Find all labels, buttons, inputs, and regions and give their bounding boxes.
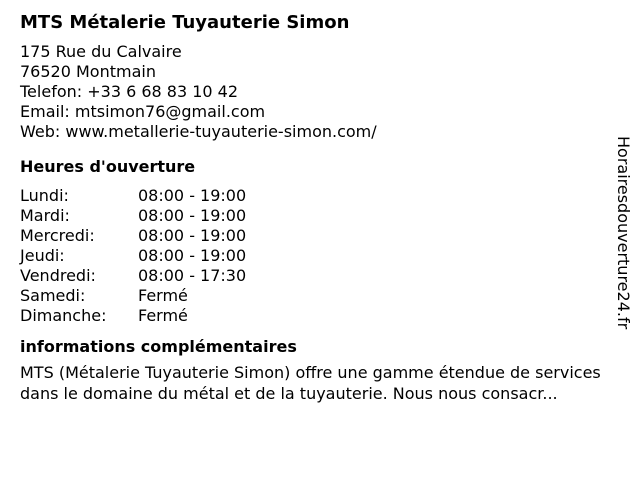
hours-day: Vendredi:: [20, 266, 96, 285]
hours-row-mercredi: [20, 226, 625, 246]
phone-number: Telefon: +33 6 68 83 10 42: [20, 82, 239, 101]
hours-time: 08:00 - 17:30: [138, 266, 247, 285]
website-url: Web: www.metallerie-tuyauterie-simon.com/: [20, 122, 377, 141]
hours-heading: Heures d'ouverture: [20, 157, 196, 176]
hours-row-vendredi: [20, 266, 625, 286]
info-heading: informations complémentaires: [20, 337, 297, 356]
hours-day: Mercredi:: [20, 226, 95, 245]
hours-day: Lundi:: [20, 186, 69, 205]
hours-day: Mardi:: [20, 206, 70, 225]
hours-day: Samedi:: [20, 286, 86, 305]
hours-time: 08:00 - 19:00: [138, 246, 247, 265]
hours-row-dimanche: [20, 306, 625, 326]
hours-row-samedi: [20, 286, 625, 306]
hours-time: Fermé: [138, 286, 188, 305]
business-description: MTS (Métalerie Tuyauterie Simon) offre une gamme étendue de services dans le domaine du métal et de la tuyauterie. Nous nous consacr...: [20, 363, 601, 403]
hours-time: Fermé: [138, 306, 188, 325]
hours-row-mardi: [20, 206, 625, 226]
email-address: Email: mtsimon76@gmail.com: [20, 102, 266, 121]
hours-day: Jeudi:: [20, 246, 65, 265]
opening-hours-table: [20, 186, 625, 326]
hours-row-lundi: [20, 186, 625, 206]
contact-block: [20, 42, 625, 142]
hours-row-jeudi: [20, 246, 625, 266]
hours-day: Dimanche:: [20, 306, 107, 325]
hours-time: 08:00 - 19:00: [138, 206, 247, 225]
city-postal: 76520 Montmain: [20, 62, 156, 81]
hours-time: 08:00 - 19:00: [138, 226, 247, 245]
business-name: MTS Métalerie Tuyauterie Simon: [20, 12, 350, 33]
business-card: [20, 10, 625, 404]
hours-time: 08:00 - 19:00: [138, 186, 247, 205]
street-address: 175 Rue du Calvaire: [20, 42, 182, 61]
site-watermark: Horairesdouverture24.fr: [614, 136, 633, 330]
